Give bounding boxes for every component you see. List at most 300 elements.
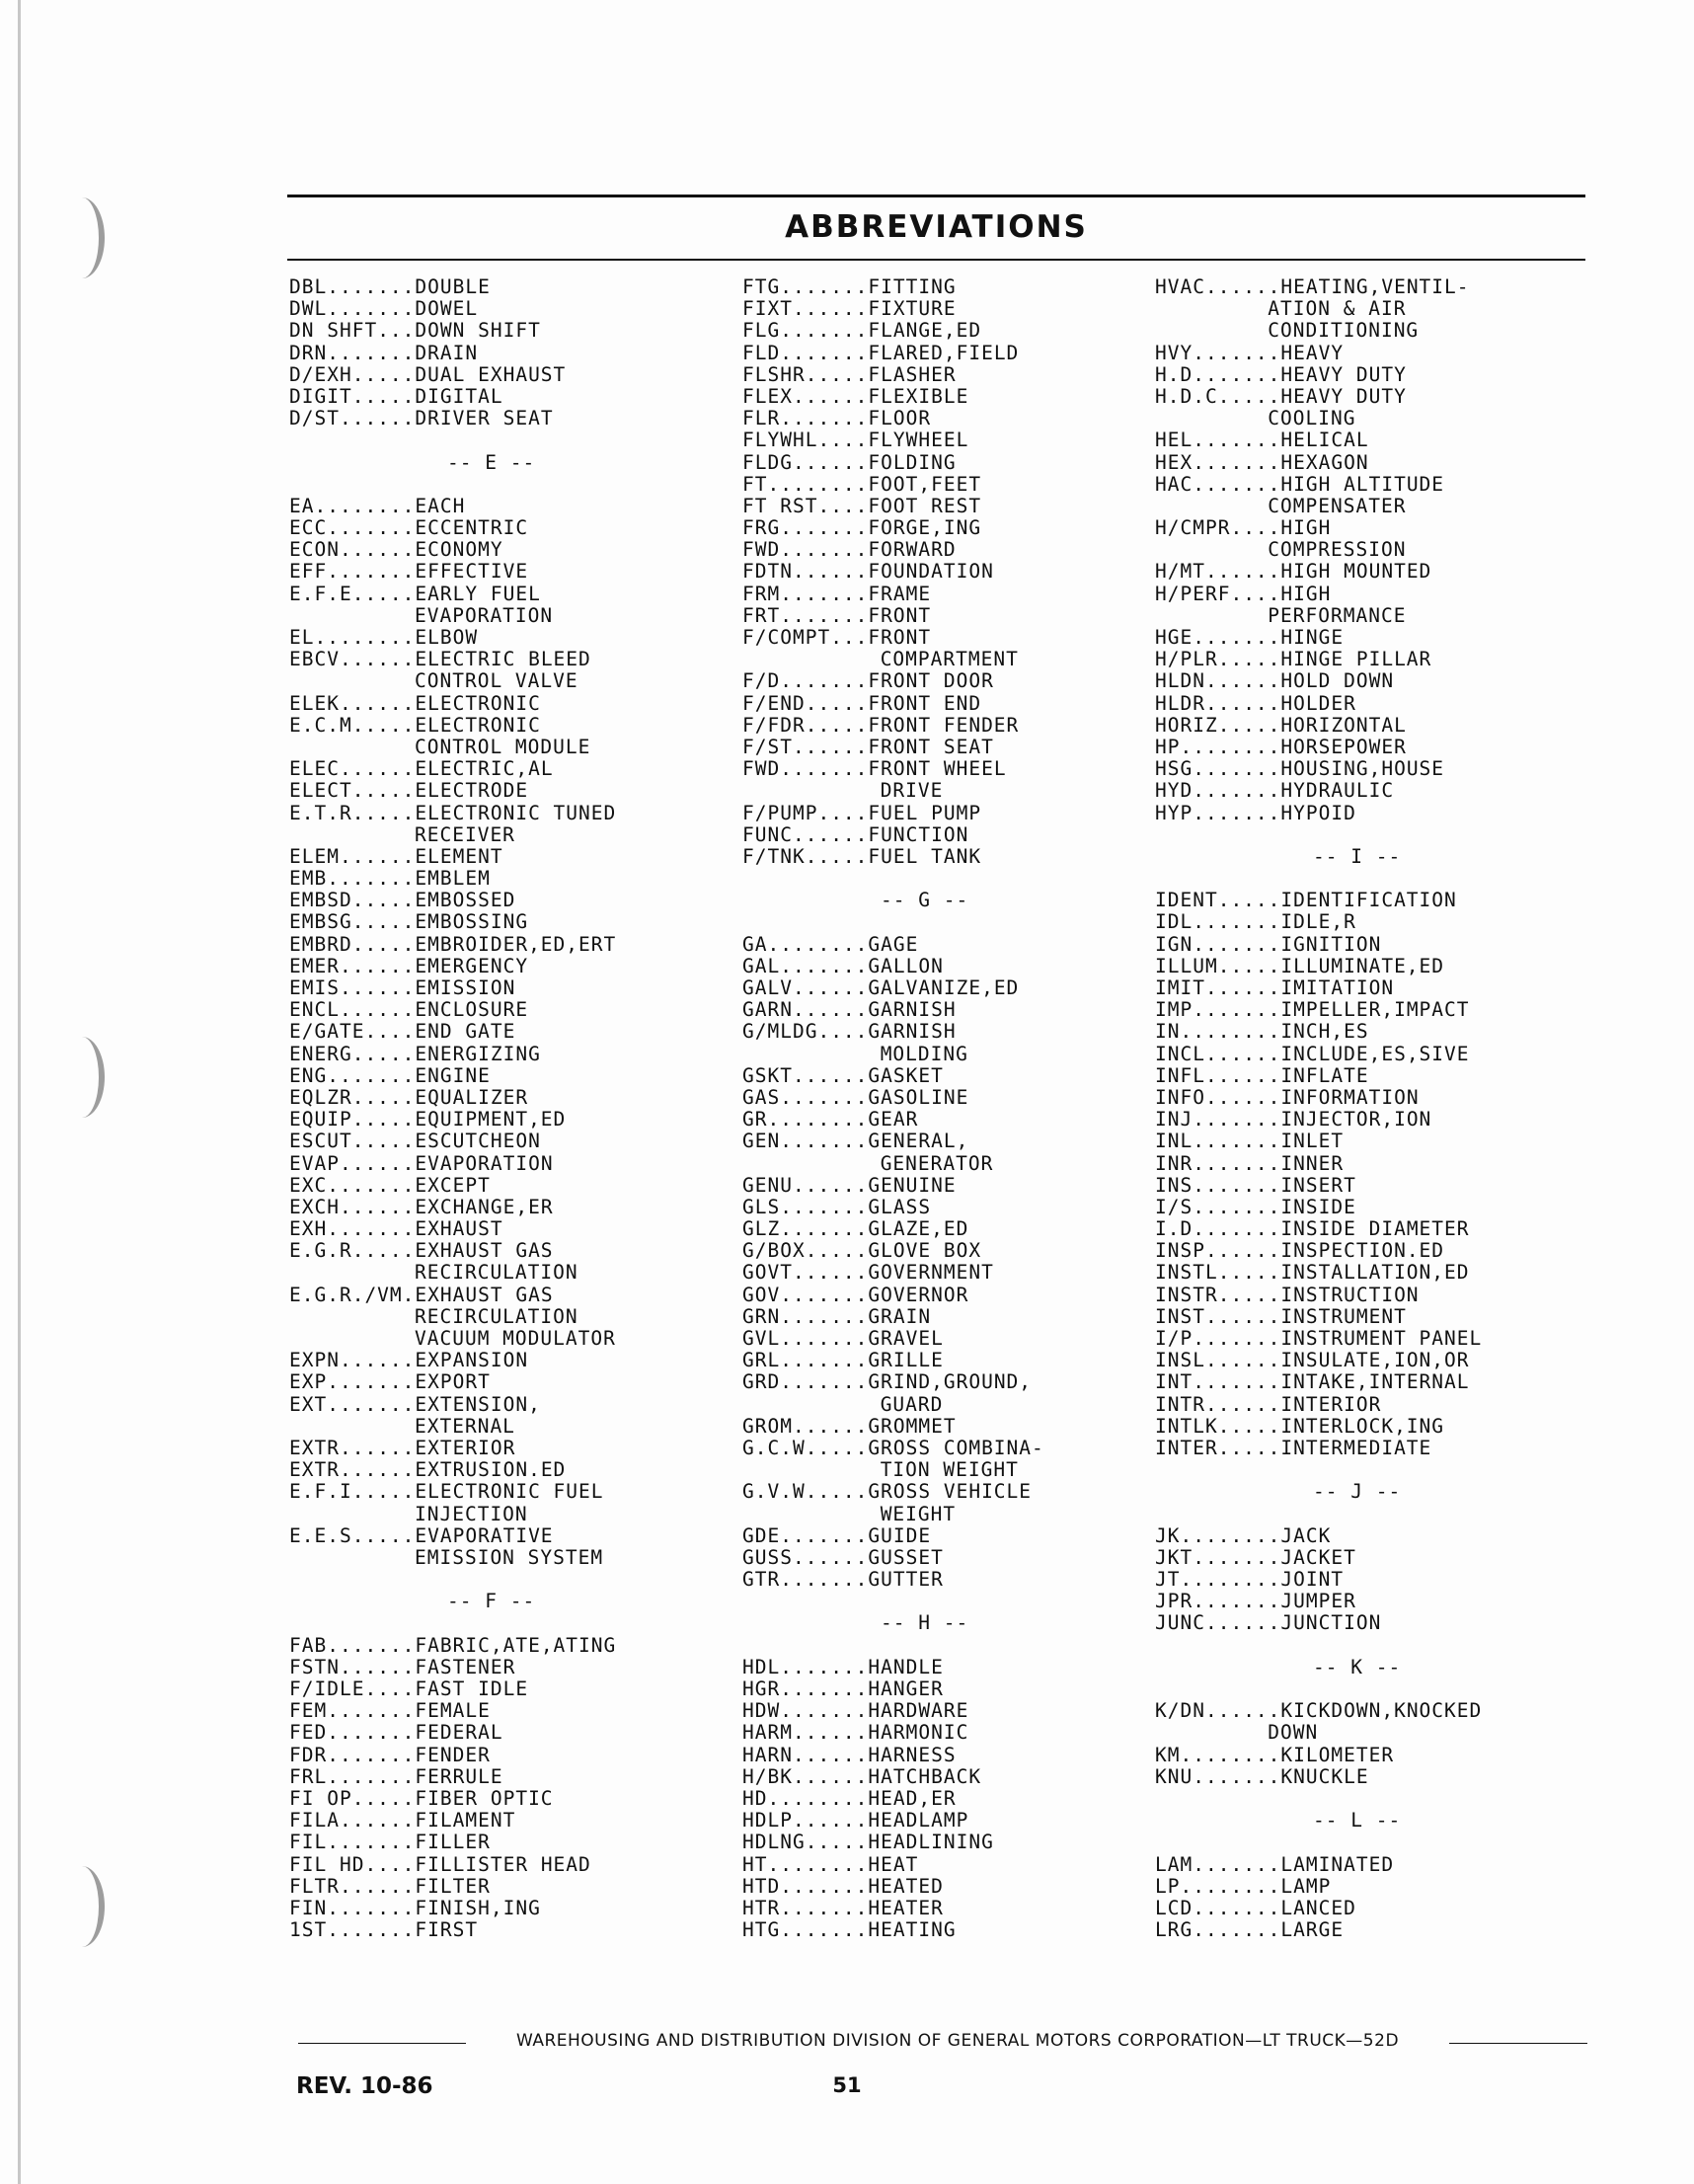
definition-continuation: COMPARTMENT	[880, 648, 1019, 671]
definition-continuation: TION WEIGHT	[880, 1458, 1019, 1482]
abbreviation: HARN	[742, 1743, 793, 1766]
definition: FIBER OPTIC	[415, 1786, 554, 1810]
abbreviation: ILLUM	[1155, 954, 1218, 977]
abbreviation-entry	[742, 386, 1157, 408]
dot-leader: .......	[780, 582, 869, 605]
abbreviation-entry	[1155, 693, 1589, 715]
definition: FLARED,FIELD	[868, 341, 1020, 364]
definition-continuation: ATION & AIR	[1268, 297, 1407, 321]
abbreviation-entry	[289, 977, 743, 999]
abbreviation-entry	[742, 1240, 1157, 1262]
dot-leader: .....	[1217, 648, 1281, 671]
definition: ENERGIZING	[415, 1042, 541, 1065]
definition: GASOLINE	[868, 1085, 969, 1109]
dot-leader: .......	[780, 275, 869, 298]
definition: GRAVEL	[868, 1327, 944, 1350]
abbreviation: EXT	[289, 1392, 328, 1416]
definition: IDENTIFICATION	[1280, 889, 1457, 912]
definition: FILLER	[415, 1831, 491, 1854]
definition: FLEXIBLE	[868, 384, 969, 408]
dot-leader: ......	[792, 1764, 869, 1788]
punch-hole-top	[59, 197, 105, 278]
abbreviation-entry	[289, 343, 743, 364]
abbreviation: FLG	[742, 319, 781, 343]
dot-leader: ......	[1204, 1063, 1281, 1087]
abbreviation: INFO	[1155, 1085, 1205, 1109]
abbreviations-column-3	[1155, 276, 1589, 1941]
blank-line	[1155, 1459, 1589, 1481]
dot-leader: ......	[1204, 1304, 1281, 1328]
abbreviation-entry	[742, 1569, 1157, 1591]
abbreviation: FDR	[289, 1743, 328, 1766]
dot-leader: .......	[327, 1173, 416, 1197]
blank-line	[1155, 1832, 1589, 1853]
definition: HIGH ALTITUDE	[1280, 472, 1445, 496]
definition: HINGE	[1280, 626, 1345, 649]
abbreviation: INSTR	[1155, 1283, 1218, 1306]
abbreviation: HD	[742, 1786, 768, 1810]
dot-leader: ......	[792, 1261, 869, 1285]
abbreviation: IMP	[1155, 998, 1194, 1022]
dot-leader: .......	[327, 867, 416, 891]
definition: HANDLE	[868, 1655, 944, 1678]
dot-leader: .......	[780, 516, 869, 540]
abbreviation-entry	[742, 561, 1157, 583]
dot-leader: ........	[314, 494, 416, 517]
definition: HEAVY	[1280, 341, 1345, 364]
blank-line	[289, 429, 743, 451]
definition: DOWN SHIFT	[415, 319, 541, 343]
definition: ENGINE	[415, 1063, 491, 1087]
dot-leader: .......	[1193, 450, 1281, 474]
definition: FINISH,ING	[415, 1896, 541, 1919]
definition: INJECTOR,ION	[1280, 1108, 1432, 1131]
dot-leader: .......	[1193, 801, 1281, 824]
abbreviation: G/MLDG	[742, 1020, 818, 1044]
dot-leader: ......	[1204, 1085, 1281, 1109]
dot-leader: ......	[792, 297, 869, 321]
abbreviation-entry	[742, 1218, 1157, 1240]
abbreviation: ELEM	[289, 844, 340, 868]
definition: HEAD,ER	[868, 1786, 957, 1810]
definition: INSPECTION.ED	[1280, 1239, 1445, 1263]
definition: HEATER	[868, 1896, 944, 1919]
abbreviation-entry	[289, 364, 743, 386]
abbreviation: GSKT	[742, 1063, 793, 1087]
dot-leader: .	[402, 1283, 416, 1306]
definition-continuation: GENERATOR	[880, 1151, 994, 1175]
dot-leader: .....	[805, 844, 869, 868]
dot-leader: ......	[339, 1874, 416, 1898]
definition: FLANGE,ED	[868, 319, 982, 343]
dot-leader: .....	[351, 1523, 416, 1547]
abbreviation-entry	[289, 1350, 743, 1371]
abbreviation: DWL	[289, 297, 328, 321]
dot-leader: .......	[780, 1874, 869, 1898]
definition: FILLISTER HEAD	[415, 1852, 591, 1876]
definition: ENCLOSURE	[415, 998, 529, 1022]
dot-leader: ......	[792, 1063, 869, 1087]
abbreviation-entry	[1155, 1876, 1589, 1898]
dot-leader: ......	[1204, 1349, 1281, 1372]
abbreviation-entry	[1155, 1306, 1589, 1328]
abbreviation: LP	[1155, 1874, 1181, 1898]
definition: GUTTER	[868, 1568, 944, 1592]
abbreviation-entry	[1155, 1612, 1589, 1634]
abbreviation: INT	[1155, 1370, 1194, 1394]
abbreviation: HTG	[742, 1918, 781, 1942]
dot-leader: ......	[1204, 1392, 1281, 1416]
abbreviation-entry	[742, 715, 1157, 737]
definition: KILOMETER	[1280, 1743, 1395, 1766]
dot-leader: .......	[1193, 1590, 1281, 1613]
dot-leader: .....	[805, 1831, 869, 1854]
dot-leader: .......	[780, 1085, 869, 1109]
abbreviation-entry	[289, 1218, 743, 1240]
abbreviation-entry	[742, 956, 1157, 977]
abbreviation: FUNC	[742, 822, 793, 846]
abbreviation: G/BOX	[742, 1239, 806, 1263]
abbreviation-entry	[742, 1678, 1157, 1700]
dot-leader: ......	[792, 735, 869, 758]
abbreviation: HLDR	[1155, 691, 1205, 715]
definition: FUEL PUMP	[868, 801, 982, 824]
abbreviation-entry	[1155, 1240, 1589, 1262]
abbreviation: FAB	[289, 1633, 328, 1657]
dot-leader: ........	[767, 472, 869, 496]
definition: FUEL TANK	[868, 844, 982, 868]
abbreviation: FIN	[289, 1896, 328, 1919]
abbreviation: IDL	[1155, 910, 1194, 934]
abbreviation: F/D	[742, 669, 781, 693]
definition-continuation: PERFORMANCE	[1268, 603, 1407, 627]
definition: FOUNDATION	[868, 560, 994, 584]
abbreviation-entry	[742, 605, 1157, 627]
abbreviation-entry	[742, 1021, 1157, 1043]
dot-leader: ......	[1204, 1611, 1281, 1635]
definition: HATCHBACK	[868, 1764, 982, 1788]
definition: GARNISH	[868, 998, 957, 1022]
abbreviation: GDE	[742, 1523, 781, 1547]
dot-leader: ......	[1204, 669, 1281, 693]
abbreviation: EVAP	[289, 1151, 340, 1175]
definition: HOLD DOWN	[1280, 669, 1395, 693]
definition: HEATED	[868, 1874, 944, 1898]
definition: EMBLEM	[415, 867, 491, 891]
definition: INTERMEDIATE	[1280, 1436, 1432, 1459]
dot-leader: .......	[327, 1063, 416, 1087]
abbreviation-entry	[742, 1525, 1157, 1547]
abbreviation: HLDN	[1155, 669, 1205, 693]
abbreviation-entry	[289, 1285, 743, 1306]
dot-leader: .....	[805, 1436, 869, 1459]
abbreviation-entry	[289, 517, 743, 539]
abbreviation: K/DN	[1155, 1699, 1205, 1723]
abbreviation: GENU	[742, 1173, 793, 1197]
dot-leader: .......	[327, 1633, 416, 1657]
definition: FENDER	[415, 1743, 491, 1766]
dot-leader: ....	[1230, 516, 1281, 540]
abbreviation-entry	[1155, 1438, 1589, 1459]
abbreviation: E.F.E	[289, 582, 352, 605]
definition: GALVANIZE,ED	[868, 976, 1020, 999]
abbreviation: FWD	[742, 757, 781, 781]
abbreviation-entry	[1155, 1854, 1589, 1876]
section-letter-heading: -- I --	[1313, 844, 1402, 868]
dot-leader: .......	[780, 1304, 869, 1328]
blank-line	[289, 1569, 743, 1591]
definition: EVAPORATION	[415, 1151, 554, 1175]
abbreviation-entry	[289, 890, 743, 911]
abbreviation-entry	[742, 474, 1157, 496]
definition: DUAL EXHAUST	[415, 362, 567, 386]
section-letter-heading: -- G --	[881, 889, 969, 912]
definition: INNER	[1280, 1151, 1345, 1175]
abbreviation: D/EXH	[289, 362, 352, 386]
dot-leader: .......	[780, 1699, 869, 1723]
abbreviation: INL	[1155, 1130, 1194, 1153]
abbreviation: FLSHR	[742, 362, 806, 386]
abbreviation-entry	[742, 1262, 1157, 1284]
dot-leader: .....	[351, 1239, 416, 1263]
abbreviation-entry	[289, 408, 743, 429]
abbreviation: ENERG	[289, 1042, 352, 1065]
abbreviation: ENG	[289, 1063, 328, 1087]
dot-leader: ......	[792, 822, 869, 846]
abbreviation: FLD	[742, 341, 781, 364]
definition: EMERGENCY	[415, 954, 529, 977]
abbreviation-entry	[289, 780, 743, 802]
definition: EMBROIDER,ED,ERT	[415, 932, 617, 956]
abbreviation-entry	[1155, 803, 1589, 824]
definition: EQUALIZER	[415, 1085, 529, 1109]
dot-leader: .......	[780, 319, 869, 343]
abbreviation: H/MT	[1155, 560, 1205, 584]
blank-line	[1155, 1788, 1589, 1810]
section-letter-heading: -- J --	[1313, 1480, 1402, 1504]
abbreviation-entry	[289, 1745, 743, 1766]
definition: FABRIC,ATE,ATING	[415, 1633, 617, 1657]
definition: GROSS COMBINA-	[868, 1436, 1044, 1459]
dot-leader: ......	[1204, 1239, 1281, 1263]
abbreviation: EA	[289, 494, 315, 517]
footer-division: WAREHOUSING AND DISTRIBUTION DIVISION OF GENERAL MOTORS CORPORATION—LT TRUCK—52D	[515, 2031, 1400, 2051]
abbreviation-entry	[1155, 1109, 1589, 1131]
dot-leader: .......	[1193, 1896, 1281, 1919]
abbreviation-entry	[742, 1547, 1157, 1569]
dot-leader: ......	[339, 1195, 416, 1218]
abbreviation-entry	[1155, 584, 1589, 605]
abbreviation: EFF	[289, 560, 328, 584]
section-letter-heading: -- F --	[447, 1590, 536, 1613]
definition: INSERT	[1280, 1173, 1356, 1197]
abbreviation: F/IDLE	[289, 1677, 365, 1700]
abbreviation-entry	[289, 1525, 743, 1547]
definition: GALLON	[868, 954, 944, 977]
abbreviation: GARN	[742, 998, 793, 1022]
dot-leader: ......	[339, 998, 416, 1022]
abbreviation: HGR	[742, 1677, 781, 1700]
definition: KICKDOWN,KNOCKED	[1280, 1699, 1483, 1723]
dot-leader: .......	[1193, 1217, 1281, 1241]
dot-leader: .......	[327, 1831, 416, 1854]
abbreviation-entry	[289, 1898, 743, 1919]
blank-line	[289, 474, 743, 496]
abbreviation-entry	[289, 999, 743, 1021]
dot-leader: ........	[1180, 1523, 1281, 1547]
definition: FUNCTION	[868, 822, 969, 846]
dot-leader: .......	[1193, 998, 1281, 1022]
dot-leader: .....	[1217, 889, 1281, 912]
definition: HANGER	[868, 1677, 944, 1700]
definition: HIGH	[1280, 516, 1332, 540]
abbreviation: EXTR	[289, 1436, 340, 1459]
dot-leader: ......	[792, 450, 869, 474]
abbreviation-entry	[289, 803, 743, 824]
abbreviation-entry	[1155, 452, 1589, 474]
abbreviation-entry	[742, 693, 1157, 715]
abbreviation: FT	[742, 472, 768, 496]
abbreviation-entry	[742, 320, 1157, 342]
abbreviation-entry	[289, 868, 743, 890]
abbreviation: HARM	[742, 1721, 793, 1745]
dot-leader: ......	[792, 1545, 869, 1569]
abbreviation-entry	[1155, 780, 1589, 802]
abbreviation-entry	[289, 934, 743, 956]
definition: JUNCTION	[1280, 1611, 1382, 1635]
abbreviation: HYD	[1155, 779, 1194, 803]
dot-leader: ......	[339, 407, 416, 430]
abbreviation-entry	[1155, 649, 1589, 670]
abbreviation: GALV	[742, 976, 793, 999]
abbreviation-entry	[742, 1285, 1157, 1306]
definition: FRONT DOOR	[868, 669, 994, 693]
abbreviation-entry	[742, 1722, 1157, 1744]
dot-leader: ......	[339, 1655, 416, 1678]
blank-line	[742, 1591, 1157, 1612]
dot-leader: ........	[1180, 735, 1281, 758]
abbreviation: DBL	[289, 275, 328, 298]
dot-leader: .......	[1193, 341, 1281, 364]
abbreviation: F/ST	[742, 735, 793, 758]
definition: EARLY FUEL	[415, 582, 541, 605]
dot-leader: .....	[1217, 1261, 1281, 1285]
definition: EXCHANGE,ER	[415, 1195, 554, 1218]
abbreviation: ECC	[289, 516, 328, 540]
abbreviation-entry	[742, 627, 1157, 649]
definition: HIGH	[1280, 582, 1332, 605]
binder-edge	[18, 0, 21, 2184]
definition: FRONT SEAT	[868, 735, 994, 758]
dot-leader: .....	[351, 1480, 416, 1504]
definition: FAST IDLE	[415, 1677, 529, 1700]
abbreviation: E.E.S	[289, 1523, 352, 1547]
definition: HEATING,VENTIL-	[1280, 275, 1470, 298]
page-number: 51	[832, 2073, 862, 2097]
dot-leader: .......	[327, 516, 416, 540]
abbreviation: HORIZ	[1155, 713, 1218, 737]
abbreviation-entry	[1155, 1591, 1589, 1612]
definition: FIRST	[415, 1918, 479, 1942]
definition: IDLE,R	[1280, 910, 1356, 934]
abbreviation: KM	[1155, 1743, 1181, 1766]
dot-leader: ........	[1180, 1568, 1281, 1592]
abbreviation: HP	[1155, 735, 1181, 758]
abbreviation: JK	[1155, 1523, 1181, 1547]
abbreviation-entry	[742, 1832, 1157, 1853]
dot-leader: .......	[327, 1918, 416, 1942]
abbreviation-entry	[742, 670, 1157, 692]
definition: HOLDER	[1280, 691, 1356, 715]
dot-leader: .......	[327, 1217, 416, 1241]
punch-hole-bottom	[59, 1866, 105, 1947]
blank-line	[289, 1612, 743, 1634]
abbreviation-entry	[289, 1087, 743, 1109]
definition: LAMINATED	[1280, 1852, 1395, 1876]
abbreviation-entry	[742, 1175, 1157, 1197]
abbreviation-entry	[289, 1854, 743, 1876]
abbreviation: EMBSD	[289, 889, 352, 912]
dot-leader: ......	[1204, 1042, 1281, 1065]
dot-leader: ......	[339, 1349, 416, 1372]
dot-leader: .....	[1217, 1283, 1281, 1306]
definition: GRIND,GROUND,	[868, 1370, 1033, 1394]
dot-leader: .......	[327, 1721, 416, 1745]
abbreviation: HDLNG	[742, 1831, 806, 1854]
abbreviation-entry	[1155, 1416, 1589, 1438]
dot-leader: .......	[1193, 626, 1281, 649]
punch-hole-middle	[59, 1037, 105, 1118]
dot-leader: .....	[1217, 713, 1281, 737]
definition: GENERAL,	[868, 1130, 969, 1153]
definition: EQUIPMENT,ED	[415, 1108, 567, 1131]
definition: FORGE,ING	[868, 516, 982, 540]
abbreviation: FDTN	[742, 560, 793, 584]
dot-leader: ......	[339, 757, 416, 781]
abbreviation-entry	[1155, 343, 1589, 364]
dot-leader: .......	[780, 1370, 869, 1394]
abbreviation: INTER	[1155, 1436, 1218, 1459]
abbreviation-entry	[289, 386, 743, 408]
abbreviation: IDENT	[1155, 889, 1218, 912]
definition: EXHAUST	[415, 1217, 503, 1241]
abbreviation: INTR	[1155, 1392, 1205, 1416]
dot-leader: ......	[1204, 976, 1281, 999]
abbreviation-entry	[1155, 364, 1589, 386]
definition: EXPANSION	[415, 1349, 529, 1372]
definition: INLET	[1280, 1130, 1345, 1153]
abbreviation: DN SHFT	[289, 319, 378, 343]
definition-continuation: RECEIVER	[415, 822, 515, 846]
abbreviation-entry	[289, 1459, 743, 1481]
definition-continuation: VACUUM MODULATOR	[415, 1327, 616, 1350]
definition: EXPORT	[415, 1370, 491, 1394]
abbreviation-entry	[742, 846, 1157, 868]
abbreviation-entry	[1155, 1153, 1589, 1175]
dot-leader: .......	[1193, 1545, 1281, 1569]
abbreviation: FSTN	[289, 1655, 340, 1678]
abbreviation: ELEK	[289, 691, 340, 715]
abbreviation-entry	[742, 1087, 1157, 1109]
abbreviation: GTR	[742, 1568, 781, 1592]
definition: LANCED	[1280, 1896, 1356, 1919]
definition-continuation: CONDITIONING	[1268, 319, 1420, 343]
header-rule-top	[287, 195, 1585, 197]
dot-leader: ....	[817, 801, 869, 824]
abbreviation-entry	[289, 758, 743, 780]
dot-leader: ....	[817, 494, 869, 517]
abbreviation: HSG	[1155, 757, 1194, 781]
